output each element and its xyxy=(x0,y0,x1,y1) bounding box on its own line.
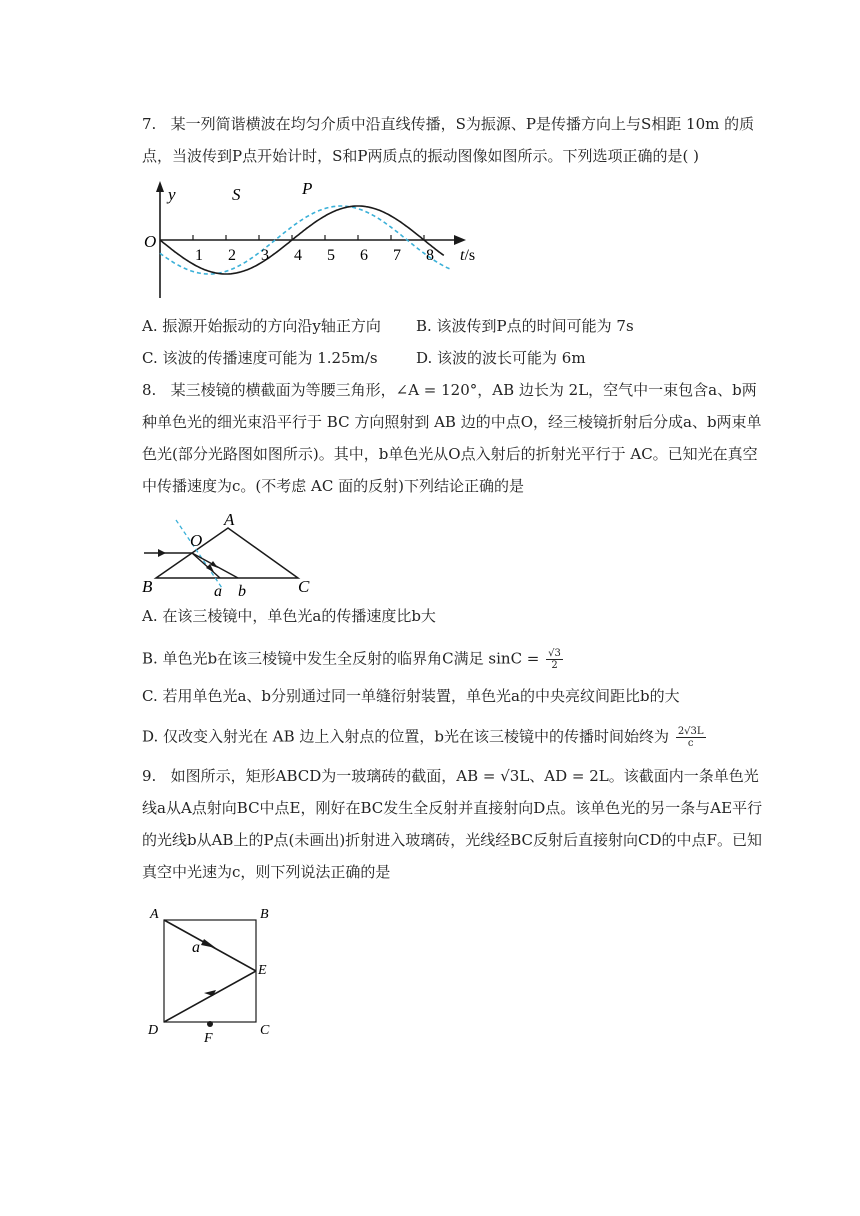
q9-label-f: F xyxy=(204,1031,213,1046)
q8-label-o: O xyxy=(190,531,203,550)
q9-line3: 的光线b从AB上的P点(未画出)折射进入玻璃砖，光线经BC反射后直接射向CD的中点F。已知 xyxy=(142,831,762,849)
q7-vibration-graph xyxy=(140,178,490,302)
q8-label-ray-a: a xyxy=(214,583,222,600)
q9-label-a: A xyxy=(150,907,159,922)
q9-glass-brick-diagram xyxy=(144,900,284,1048)
q8-line2: 种单色光的细光束沿平行于 BC 方向照射到 AB 边的中点O，经三棱镜折射后分成a、b两束单 xyxy=(142,413,762,431)
q9-label-ray-a: a xyxy=(192,939,200,956)
q7-option-b: B. 该波传到P点的时间可能为 7s xyxy=(416,317,634,335)
q7-label-y: y xyxy=(168,185,176,204)
q8-option-c: C. 若用单色光a、b分别通过同一单缝衍射装置，单色光a的中央亮纹间距比b的大 xyxy=(142,687,680,705)
q8-label-b-vertex: B xyxy=(142,577,153,596)
q7-label-t: t/s xyxy=(460,247,476,264)
q7-option-d: D. 该波的波长可能为 6m xyxy=(416,349,586,367)
q7-option-c: C. 该波的传播速度可能为 1.25m/s xyxy=(142,349,378,367)
q8-option-b: B. 单色光b在该三棱镜中发生全反射的临界角C满足 sinC = $\frac{√3}{2}$ xyxy=(142,648,561,671)
q9-label-c: C xyxy=(260,1023,270,1038)
q8-prism-diagram xyxy=(140,508,320,600)
q9-number: 9. xyxy=(142,767,157,785)
q9-line4: 真空中光速为c，则下列说法正确的是 xyxy=(142,863,391,881)
q7-option-a: A. 振源开始振动的方向沿y轴正方向 xyxy=(142,317,381,335)
q8-line3: 色光(部分光路图如图所示)。其中，b单色光从O点入射后的折射光平行于 AC。已知光在真空 xyxy=(142,445,758,463)
q8-option-d-fraction: $\frac{2√3L}{c}$ xyxy=(677,726,704,749)
q9-point-f xyxy=(207,1021,213,1027)
q8-option-a: A. 在该三棱镜中，单色光a的传播速度比b大 xyxy=(142,607,436,625)
q7-line2: 点，当波传到P点开始计时，S和P两质点的振动图像如图所示。下列选项正确的是( ) xyxy=(142,147,699,165)
q7-tick-label: 1 xyxy=(195,247,203,264)
q8-line1: 8. 某三棱镜的横截面为等腰三角形，∠A = 120°，AB 边长为 2L，空气中一束包含a、b两 xyxy=(142,381,757,399)
q9-line1: 9. 如图所示，矩形ABCD为一玻璃砖的截面，AB = √3L、AD = 2L。该截面内一条单色光 xyxy=(142,767,759,785)
q8-number: 8. xyxy=(142,381,157,399)
q7-label-origin: O xyxy=(144,232,157,251)
q7-tick-label: 4 xyxy=(294,247,302,264)
q7-tick-label: 7 xyxy=(393,247,401,264)
q8-label-a-vertex: A xyxy=(224,510,235,529)
q9-label-d: D xyxy=(148,1023,159,1038)
q8-option-d: D. 仅改变入射光在 AB 边上入射点的位置，b光在该三棱镜中的传播时间始终为 $\frac{2√3L}{c}$ xyxy=(142,726,704,749)
q7-tick-label: 5 xyxy=(327,247,335,264)
q7-tick-label: 6 xyxy=(360,247,368,264)
q9-label-b: B xyxy=(260,907,269,922)
q8-option-b-fraction: $\frac{√3}{2}$ xyxy=(548,648,561,671)
q9-rectangle xyxy=(164,920,256,1022)
q9-ray-ed xyxy=(164,971,256,1022)
q9-line2: 线a从A点射向BC中点E，刚好在BC发生全反射并直接射向D点。该单色光的另一条与AE平行 xyxy=(142,799,763,817)
q9-label-e: E xyxy=(258,963,267,978)
q7-label-s: S xyxy=(232,185,241,204)
q7-tick-label: 3 xyxy=(261,247,269,264)
q8-label-c-vertex: C xyxy=(298,577,310,596)
q7-label-p: P xyxy=(302,179,313,198)
q7-tick-label: 8 xyxy=(426,247,434,264)
q7-tick-label: 2 xyxy=(228,247,236,264)
q7-number: 7. xyxy=(142,115,157,133)
q7-line1: 7. 某一列简谐横波在均匀介质中沿直线传播，S为振源、P是传播方向上与S相距 10m 的质 xyxy=(142,115,755,133)
q8-line4: 中传播速度为c。(不考虑 AC 面的反射)下列结论正确的是 xyxy=(142,477,524,495)
q8-label-ray-b: b xyxy=(238,583,246,600)
